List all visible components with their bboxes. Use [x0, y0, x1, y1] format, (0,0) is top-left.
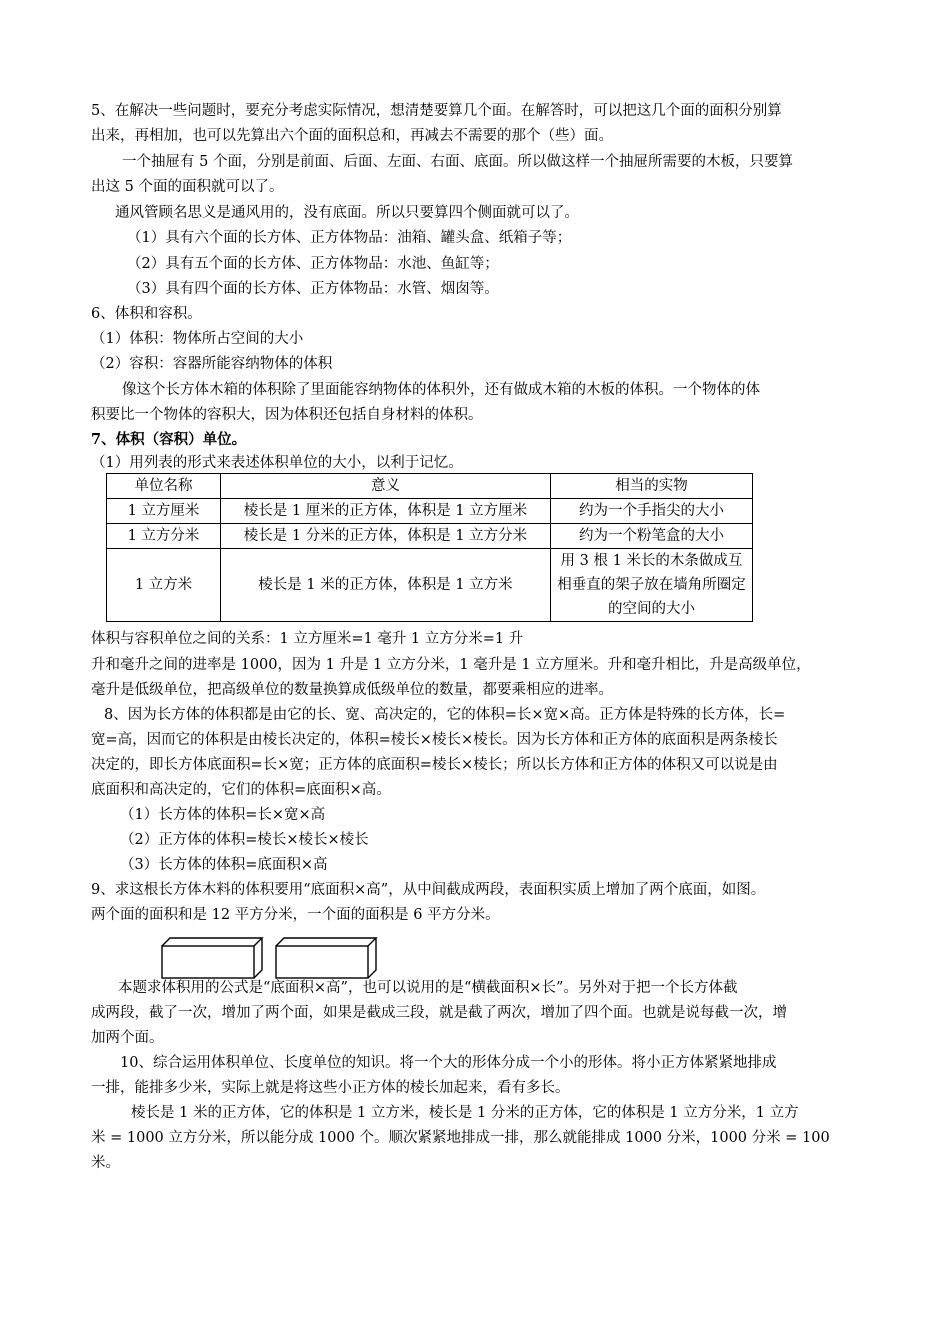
table-header-unit: 单位名称 — [107, 474, 221, 499]
unit-relation: 体积与容积单位之间的关系：1 立方厘米=1 毫升 1 立方分米=1 升 — [91, 631, 524, 647]
section-9-line-1: 9、求这根长方体木料的体积要用“底面积×高”，从中间截成两段，表面积实质上增加了两个底面，如图。 — [91, 882, 766, 898]
liter-ml-line-2: 毫升是低级单位，把高级单位的数量换算成低级单位的数量，都要乘相应的进率。 — [91, 682, 613, 698]
table-cell: 棱长是 1 米的正方体，体积是 1 立方米 — [221, 549, 551, 622]
table-cell: 约为一个手指尖的大小 — [551, 499, 753, 524]
table-header-row — [107, 474, 753, 499]
section-7-heading: 7、体积（容积）单位。 — [91, 431, 247, 448]
section-6-heading: 6、体积和容积。 — [91, 306, 202, 322]
formula-cuboid: （1）长方体的体积=长×宽×高 — [120, 807, 326, 823]
table-header-meaning: 意义 — [221, 474, 551, 499]
table-row — [107, 499, 753, 524]
formula-base-area: （3）长方体的体积=底面积×高 — [120, 857, 328, 873]
formula-cube: （2）正方体的体积=棱长×棱长×棱长 — [120, 832, 369, 848]
table-row — [107, 524, 753, 549]
five-face-items: （2）具有五个面的长方体、正方体物品：水池、鱼缸等； — [127, 256, 499, 272]
section-10-line-3: 棱长是 1 米的正方体，它的体积是 1 立方米，棱长是 1 分米的正方体，它的体积是 1 立方分米，1 立方 — [131, 1105, 799, 1121]
cuboid-right — [276, 938, 376, 978]
box-volume-line-1: 像这个长方体木箱的体积除了里面能容纳物体的体积外，还有做成木箱的木板的体积。一个物体的体 — [122, 382, 760, 398]
table-header-equivalent: 相当的实物 — [551, 474, 753, 499]
box-volume-line-2: 积要比一个物体的容积大，因为体积还包括自身材料的体积。 — [91, 407, 483, 423]
section-8-line-3: 决定的，即长方体底面积=长×宽；正方体的底面积=棱长×棱长；所以长方体和正方体的体积又可以说是由 — [91, 757, 778, 773]
volume-definition: （1）体积：物体所占空间的大小 — [91, 331, 304, 347]
para-5-line-2: 出来，再相加，也可以先算出六个面的面积总和，再减去不需要的那个（些）面。 — [91, 128, 613, 144]
table-cell: 棱长是 1 分米的正方体，体积是 1 立方分米 — [221, 524, 551, 549]
table-cell: 约为一个粉笔盒的大小 — [551, 524, 753, 549]
drawer-line-2: 出这 5 个面的面积就可以了。 — [91, 179, 284, 195]
liter-ml-line-1: 升和毫升之间的进率是 1000，因为 1 升是 1 立方分米，1 毫升是 1 立方厘米。升和毫升相比，升是高级单位， — [91, 657, 811, 673]
section-10-line-5: 米。 — [91, 1155, 120, 1171]
section-8-line-4: 底面积和高决定的，它们的体积=底面积×高。 — [91, 782, 391, 798]
capacity-definition: （2）容积：容器所能容纳物体的体积 — [91, 356, 333, 372]
table-cell: 棱长是 1 厘米的正方体，体积是 1 立方厘米 — [221, 499, 551, 524]
para-5-line-1: 5、在解决一些问题时，要充分考虑实际情况，想清楚要算几个面。在解答时，可以把这几个面的面积分别算 — [91, 103, 782, 119]
section-9-note-line-1: 本题求体积用的公式是“底面积×高”，也可以说用的是“横截面积×长”。另外对于把一个长方体截 — [118, 980, 738, 996]
section-9-line-2: 两个面的面积和是 12 平方分米，一个面的面积是 6 平方分米。 — [91, 907, 500, 923]
table-cell: 1 立方分米 — [107, 524, 221, 549]
volume-units-table — [106, 473, 753, 622]
section-9-note-line-3: 加两个面。 — [91, 1030, 164, 1046]
table-cell: 1 立方厘米 — [107, 499, 221, 524]
section-10-line-1: 10、综合运用体积单位、长度单位的知识。将一个大的形体分成一个小的形体。将小正方体紧紧地排成 — [120, 1055, 777, 1071]
drawer-line-1: 一个抽屉有 5 个面，分别是前面、后面、左面、右面、底面。所以做这样一个抽屉所需要的木板，只要算 — [122, 154, 793, 170]
section-10-line-4: 米 = 1000 立方分米，所以能分成 1000 个。顺次紧紧地排成一排，那么就能排成 1000 分米，1000 分米 = 100 — [91, 1130, 830, 1146]
table-row — [107, 549, 753, 622]
section-8-line-2: 宽=高，因而它的体积是由棱长决定的，体积=棱长×棱长×棱长。因为长方体和正方体的底面积是两条棱长 — [91, 732, 778, 748]
section-10-line-2: 一排，能排多少米，实际上就是将这些小正方体的棱长加起来，看有多长。 — [91, 1080, 570, 1096]
section-8-line-1: 8、因为长方体的体积都是由它的长、宽、高决定的，它的体积=长×宽×高。正方体是特殊的长方体，长= — [104, 707, 786, 723]
four-face-items: （3）具有四个面的长方体、正方体物品：水管、烟囱等。 — [127, 281, 499, 297]
six-face-items: （1）具有六个面的长方体、正方体物品：油箱、罐头盒、纸箱子等； — [127, 230, 572, 246]
cuboid-left — [162, 938, 262, 978]
table-intro: （1）用列表的形式来表述体积单位的大小，以利于记忆。 — [91, 455, 463, 471]
table-cell: 用 3 根 1 米长的木条做成互相垂直的架子放在墙角所圈定的空间的大小 — [551, 549, 753, 622]
section-9-note-line-2: 成两段，截了一次，增加了两个面，如果是截成三段，就是截了两次，增加了四个面。也就是说每截一次，增 — [91, 1005, 787, 1021]
table-cell: 1 立方米 — [107, 549, 221, 622]
vent-pipe-line: 通风管顾名思义是通风用的，没有底面。所以只要算四个侧面就可以了。 — [115, 205, 579, 221]
